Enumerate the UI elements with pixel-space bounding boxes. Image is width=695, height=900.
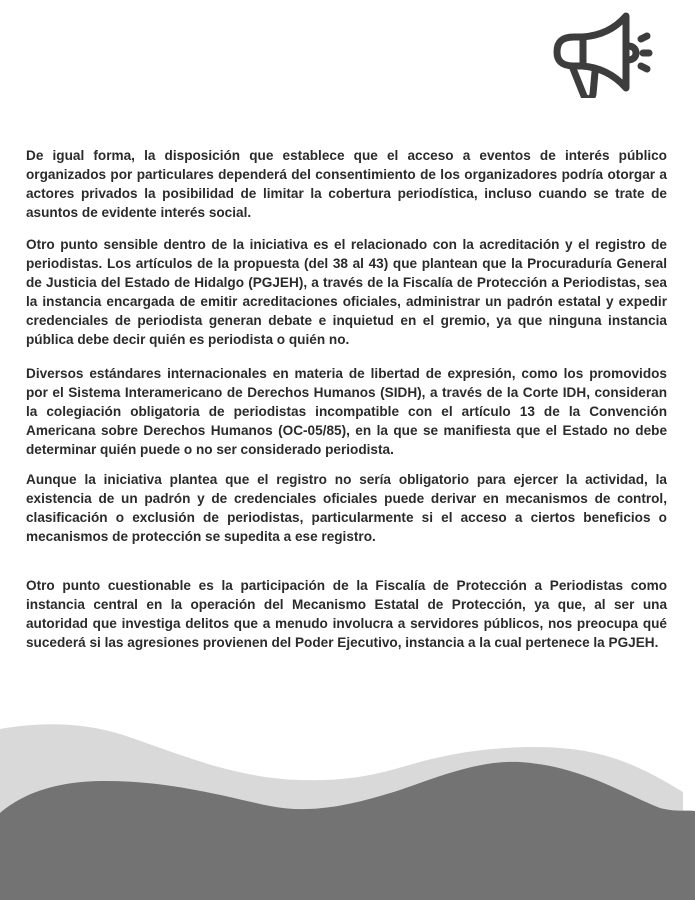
paragraph-2: Otro punto sensible dentro de la iniciativa es el relacionado con la acreditación y el registro de periodistas. Los artículos de la propuesta (del 38 al 43) que plantean que la Procuraduría General de Justicia del Estado de Hidalgo (PGJEH), a través de la Fiscalía de Protección a Periodistas, sea la instancia encargada de emitir acreditaciones oficiales, administrar un padrón estatal y expedir credenciales de periodista generan debate e inquietud en el gremio, ya que ninguna instancia pública debe decir quién es periodista o quién no. xyxy=(26,237,667,347)
paragraph-4: Aunque la iniciativa plantea que el registro no sería obligatorio para ejercer la actividad, la existencia de un padrón y de credenciales oficiales puede derivar en mecanismos de control, clasificación o exclusión de periodistas, particularmente si el acceso a ciertos beneficios o mecanismos de protección se supedita a ese registro. xyxy=(26,472,667,544)
paragraph-1: De igual forma, la disposición que establece que el acceso a eventos de interés público organizados por particulares dependerá del consentimiento de los organizadores podría otorgar a actores privados la posibilidad de limitar la cobertura periodística, incluso cuando se trate de asuntos de evidente interés social. xyxy=(26,148,667,220)
footer-waves xyxy=(0,700,695,900)
megaphone-icon xyxy=(548,8,656,98)
paragraph-5: Otro punto cuestionable es la participación de la Fiscalía de Protección a Periodistas como instancia central en la operación del Mecanismo Estatal de Protección, ya que, al ser una autoridad que investiga delitos que a menudo involucra a servidores públicos, nos preocupa qué sucederá si las agresiones provienen del Poder Ejecutivo, instancia a la cual pertenece la PGJEH. xyxy=(26,578,667,650)
paragraph-3: Diversos estándares internacionales en materia de libertad de expresión, como los promovidos por el Sistema Interamericano de Derechos Humanos (SIDH), a través de la Corte IDH, consideran la colegiación obligatoria de periodistas incompatible con el artículo 13 de la Convención Americana sobre Derechos Humanos (OC-05/85), en la que se manifiesta que el Estado no debe determinar quién puede o no ser considerado periodista. xyxy=(26,366,667,457)
